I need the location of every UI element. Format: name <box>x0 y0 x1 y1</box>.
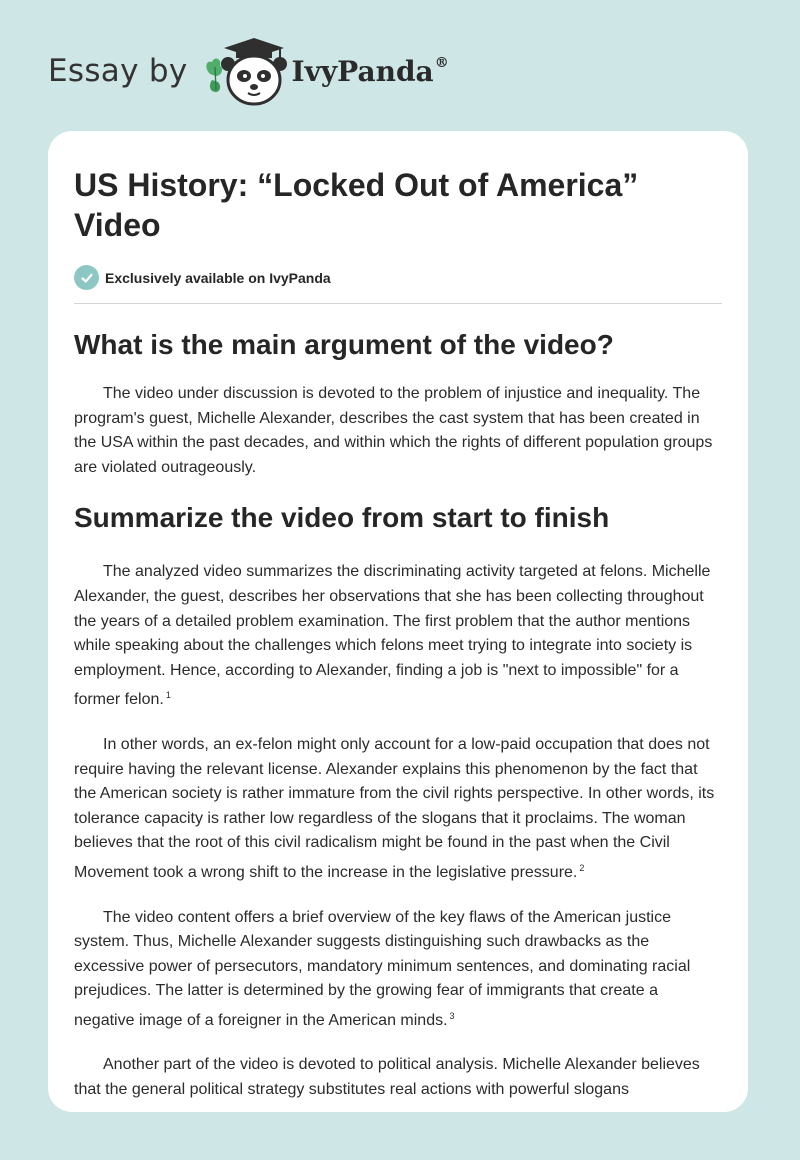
paragraph-text: In other words, an ex-felon might only account for a low-paid occupation that does not require having the relevant license. Alexander explains this phenomenon by the fact that the American society is rather immature from the civil rights perspective. In other words, its tolerance capacity is rather low regardless of the slogans that it proclaims. The woman believes that the root of this civil radicalism might be found in the past when the Civil Movement took a wrong shift to the increase in the legislative pressure. <box>74 735 715 881</box>
paragraph <box>74 560 722 713</box>
essay-card <box>48 131 748 1112</box>
footnote-ref[interactable]: 3 <box>449 1010 455 1021</box>
paragraph <box>74 906 722 1034</box>
badge-label: Exclusively available on IvyPanda <box>105 269 331 286</box>
check-icon <box>74 265 99 290</box>
paragraph: The video under discussion is devoted to the problem of injustice and inequality. The program's guest, Michelle Alexander, describes the cast system that has been created in the USA within the past decades, and within which the rights of different population groups are violated outrageously. <box>74 385 713 476</box>
site-header <box>48 34 449 108</box>
section-heading: What is the main argument of the video? <box>74 329 614 360</box>
footnote-ref[interactable]: 1 <box>165 690 171 701</box>
registered-mark: ® <box>434 54 449 71</box>
paragraph-text: The analyzed video summarizes the discriminating activity targeted at felons. Michelle Alexander, the guest, describes her observations that she has been collecting throughout the years of a detailed problem examination. The first problem that the author mentions while speaking about the challenges which felons meet trying to integrate into society is employment. Hence, according to Alexander, finding a job is "next to impossible" for a former felon. <box>74 563 711 709</box>
page-title: US History: “Locked Out of America” Video <box>74 167 639 243</box>
ivypanda-logo-icon[interactable] <box>202 34 288 108</box>
brand-text: IvyPanda <box>291 54 434 88</box>
paragraph <box>74 733 722 886</box>
divider <box>74 303 722 304</box>
essay-by-label: Essay by <box>48 53 188 89</box>
paragraph: Another part of the video is devoted to political analysis. Michelle Alexander believes that the general political strategy substitutes real actions with powerful slogans <box>74 1056 700 1099</box>
footnote-ref[interactable]: 2 <box>579 862 585 873</box>
paragraph-text: The video content offers a brief overview of the key flaws of the American justice system. Thus, Michelle Alexander suggests distinguishing such drawbacks as the excessive power of persecutors, mandatory minimum sentences, and dominating racial prejudices. The latter is determined by the growing fear of immigrants that create a negative image of a foreigner in the American minds. <box>74 908 691 1029</box>
section-heading: Summarize the video from start to finish <box>74 502 610 534</box>
brand-name[interactable] <box>292 55 449 88</box>
exclusive-badge <box>74 265 722 290</box>
